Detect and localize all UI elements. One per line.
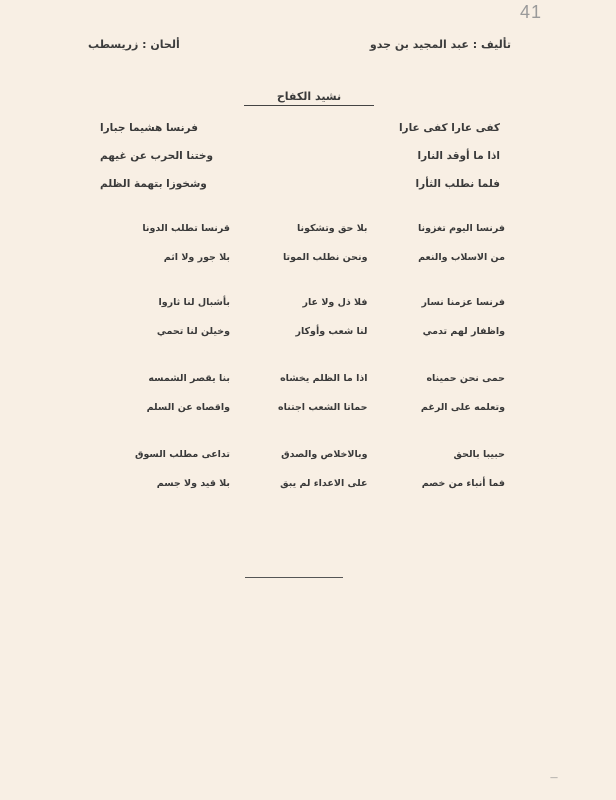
verse-line	[100, 170, 500, 198]
stanza-1	[100, 114, 500, 198]
verse-line	[100, 469, 505, 498]
verse-line	[100, 142, 500, 170]
verse-right: اذا ما أوقد النارا	[417, 150, 500, 162]
verse-col-right: فما أنباء من خصم	[421, 478, 505, 489]
verse-col-middle: اذا ما الظلم يخشاه	[280, 373, 368, 384]
verse-col-right: فرنسا عزمنا نسار	[421, 297, 505, 308]
verse-col-left: واقصاه عن السلم	[146, 402, 230, 413]
verse-col-right: فرنسا اليوم تغزونا	[417, 223, 505, 234]
verse-left: فرنسا هشيما جبارا	[100, 122, 198, 134]
verse-col-right: واظفار لهم تدمي	[422, 326, 505, 337]
composer-line: ألحان : زريسطب	[88, 38, 180, 51]
verse-line	[100, 317, 505, 346]
verse-col-middle: حماتا الشعب اجتناه	[278, 402, 368, 413]
verse-col-right: حبيبا بالحق	[453, 449, 505, 460]
verse-line	[100, 243, 505, 272]
verse-col-left: بأشبال لنا ثاروا	[158, 297, 230, 308]
verse-col-middle: لنا شعب وأوكار	[295, 326, 368, 337]
poem-title: نشيد الكفاح	[244, 90, 374, 106]
verse-col-right: حمى نحن حميناه	[426, 373, 505, 384]
verse-col-middle: ونحن نطلب الموتا	[282, 252, 368, 263]
verse-col-left: وخيلن لنا تحمي	[156, 326, 230, 337]
stanza-4	[100, 364, 505, 422]
stanza-2	[100, 214, 505, 272]
verse-line	[100, 393, 505, 422]
verse-col-right: وتعلمه على الرغم	[420, 402, 505, 413]
verse-right: فلما نطلب الثأرا	[415, 178, 500, 190]
verse-right: كفى عارا كفى عارا	[398, 122, 500, 134]
verse-col-middle: بلا حق وتشكونا	[296, 223, 368, 234]
closing-rule	[245, 577, 343, 578]
corner-mark: —	[550, 773, 558, 782]
verse-col-left: قرنسا تطلب الدونا	[142, 223, 230, 234]
verse-col-middle: على الاعداء لم يبق	[280, 478, 368, 489]
page-number: 41	[520, 2, 543, 22]
verse-line	[100, 440, 505, 469]
verse-col-left: تداعى مطلب السوق	[134, 449, 230, 460]
verse-col-right: من الاسلاب والنعم	[418, 252, 505, 263]
verse-line	[100, 288, 505, 317]
stanza-5	[100, 440, 505, 498]
verse-line	[100, 364, 505, 393]
verse-col-left: بنا يقصر الشمسه	[148, 373, 230, 384]
verse-line	[100, 114, 500, 142]
author-line: تأليف : عبد المجيد بن جدو	[369, 38, 511, 51]
verse-col-left: بلا جور ولا اثم	[163, 252, 230, 263]
verse-left: وختنا الحرب عن غيهم	[100, 150, 214, 162]
verse-line	[100, 214, 505, 243]
verse-col-middle: فلا ذل ولا عار	[302, 297, 368, 308]
stanza-3	[100, 288, 505, 346]
verse-col-middle: وبالاخلاص والصدق	[281, 449, 368, 460]
verse-col-left: بلا قيد ولا جسم	[156, 478, 230, 489]
verse-left: وشخوزا بتهمة الظلم	[100, 178, 207, 190]
